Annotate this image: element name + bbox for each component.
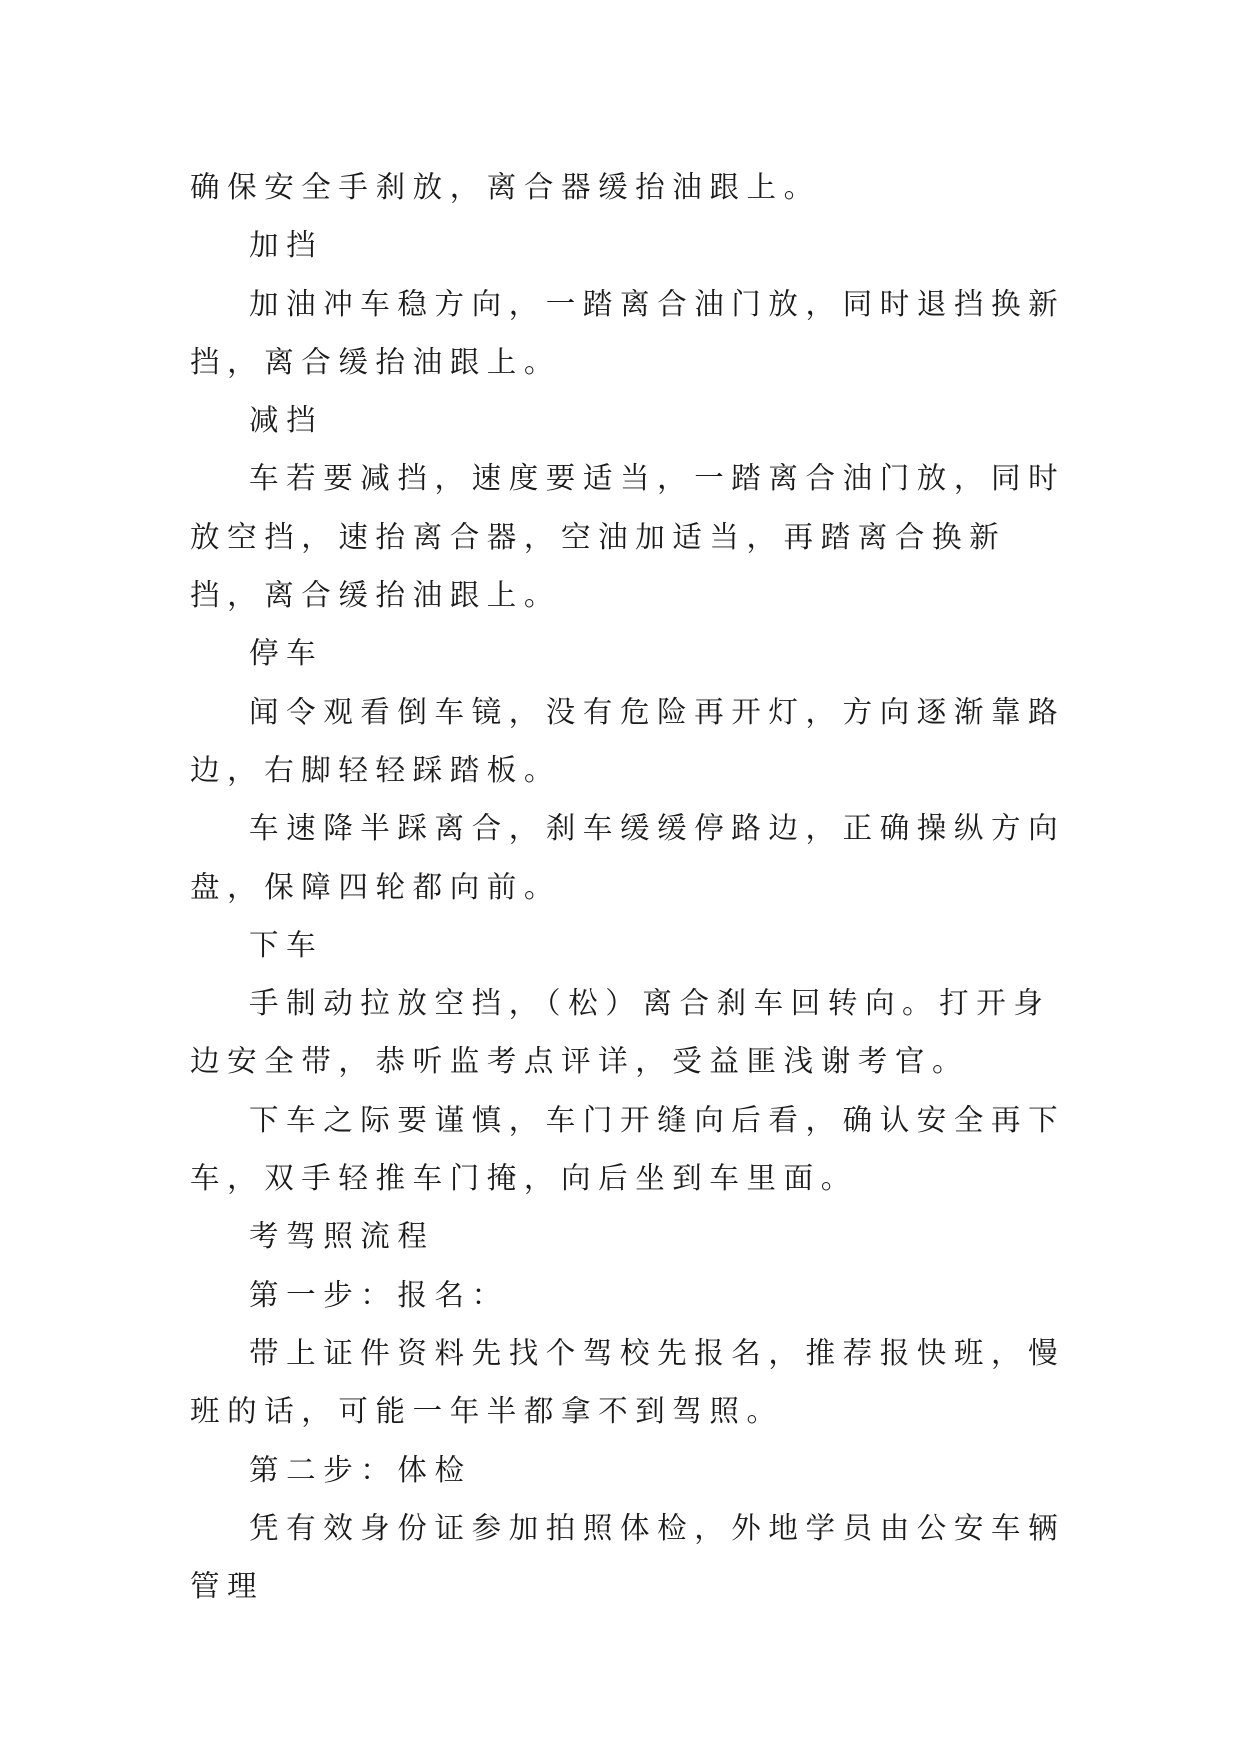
paragraph: 下车之际要谨慎，车门开缝向后看，确认安全再下车，双手轻推车门掩，向后坐到车里面。 — [190, 1102, 1066, 1196]
paragraph: 带上证件资料先找个驾校先报名，推荐报快班，慢班的话，可能一年半都拿不到驾照。 — [190, 1335, 1066, 1429]
document-body — [190, 158, 1070, 1615]
paragraph: 手制动拉放空挡，（松）离合刹车回转向。打开身边安全带，恭听监考点评详，受益匪浅谢考官。 — [190, 986, 1051, 1079]
paragraph: 加油冲车稳方向，一踏离合油门放，同时退挡换新挡，离合缓抬油跟上。 — [190, 286, 1066, 379]
paragraph: 确保安全手刹放，离合器缓抬油跟上。 — [190, 170, 821, 204]
step-heading-registration: 第一步：报名： — [249, 1277, 509, 1312]
section-heading-stop: 停车 — [249, 636, 324, 671]
step-heading-medical-check: 第二步：体检 — [249, 1452, 472, 1487]
section-heading-reduce-gear: 减挡 — [249, 403, 324, 438]
paragraph: 凭有效身份证参加拍照体检，外地学员由公安车辆管理 — [190, 1510, 1066, 1604]
paragraph: 车若要减挡，速度要适当，一踏离合油门放，同时放空挡，速抬离合器，空油加适当，再踏离合换新挡，离合缓抬油跟上。 — [190, 461, 1066, 613]
section-heading-add-gear: 加挡 — [249, 228, 324, 263]
section-heading-exit-car: 下车 — [249, 927, 324, 962]
paragraph: 车速降半踩离合，刹车缓缓停路边，正确操纵方向盘，保障四轮都向前。 — [190, 811, 1066, 904]
section-heading-license-process: 考驾照流程 — [249, 1219, 435, 1254]
paragraph: 闻令观看倒车镜，没有危险再开灯，方向逐渐靠路边，右脚轻轻踩踏板。 — [190, 694, 1066, 787]
